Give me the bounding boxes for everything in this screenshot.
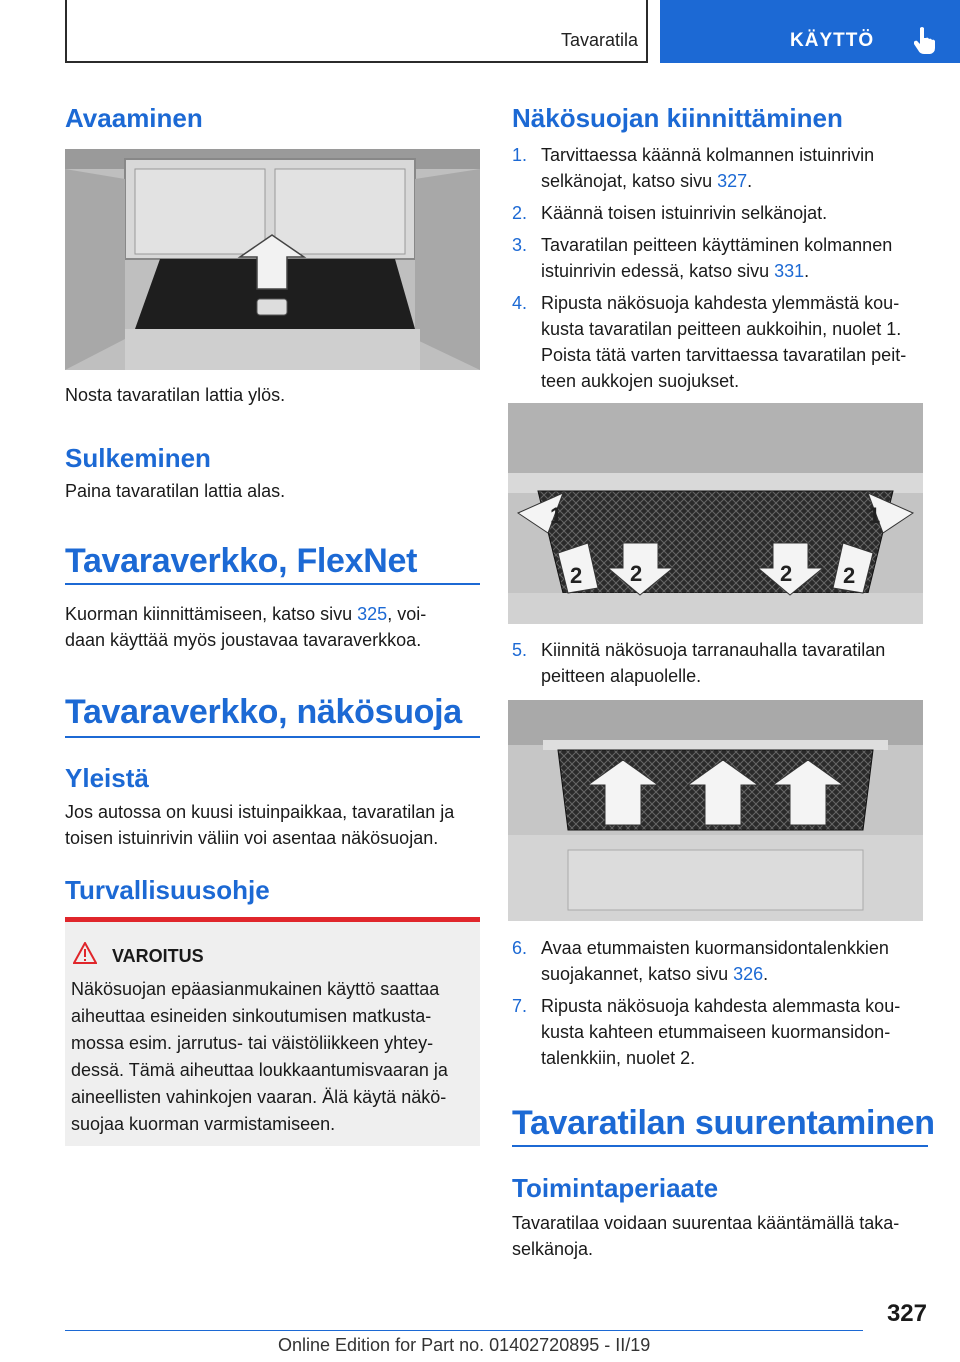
hand-pointer-icon bbox=[914, 26, 940, 54]
photo-net-upper-hooks bbox=[508, 403, 923, 624]
page-link-331[interactable]: 331 bbox=[774, 261, 805, 281]
section-title: Tavaratila bbox=[560, 30, 638, 50]
warning-triangle-icon bbox=[73, 942, 97, 964]
photo-label: 2 bbox=[630, 561, 643, 586]
text-yleista-1: Jos autossa on kuusi istuinpaikkaa, tavaratilan ja bbox=[65, 802, 455, 822]
heading-kiinnittaminen: Näkösuojan kiinnittäminen bbox=[512, 103, 843, 133]
page-link-325[interactable]: 325 bbox=[357, 604, 388, 624]
photo-label: 1 bbox=[550, 503, 563, 528]
heading-suurentaminen: Tavaratilan suurentaminen bbox=[512, 1104, 935, 1142]
photo-net-velcro bbox=[508, 700, 923, 921]
heading-sulkeminen: Sulkeminen bbox=[65, 443, 211, 473]
text-flexnet-1: Kuorman kiinnittämiseen, katso sivu 325, voi- bbox=[65, 604, 427, 624]
heading-flexnet: Tavaraverkko, FlexNet bbox=[65, 542, 418, 580]
text-toiminta-2: selkänoja. bbox=[512, 1239, 594, 1259]
heading-nakosuoja: Tavaraverkko, näkösuoja bbox=[65, 693, 462, 731]
warning-text bbox=[71, 976, 471, 1138]
footer-edition: Online Edition for Part no. 01402720895 - II/19 bbox=[278, 1335, 651, 1355]
warning-line: Näkösuojan epäasianmukainen käyttö saattaa bbox=[71, 979, 440, 999]
tab-label: KÄYTTÖ bbox=[790, 30, 875, 51]
warning-line: aiheuttaa esineiden sinkoutumisen matkusta- bbox=[71, 1006, 432, 1026]
heading-yleista: Yleistä bbox=[65, 763, 149, 793]
warning-line: mossa esim. jarrutus- tai väistöliikkeen yhtey- bbox=[71, 1033, 434, 1053]
page-number: 327 bbox=[886, 1300, 927, 1327]
heading-rule bbox=[512, 1145, 928, 1147]
page-link-326[interactable]: 326 bbox=[733, 964, 764, 984]
text-flexnet-2: daan käyttää myös joustavaa tavaraverkkoa. bbox=[65, 630, 422, 650]
warning-line: aineellisten vahinkojen vaaran. Älä käytä näkö- bbox=[71, 1087, 447, 1107]
warning-line: dessä. Tämä aiheuttaa loukkaantumisvaaran ja bbox=[71, 1060, 448, 1080]
heading-rule bbox=[65, 583, 480, 585]
photo-label: 2 bbox=[570, 563, 583, 588]
text-avaaminen: Nosta tavaratilan lattia ylös. bbox=[65, 385, 286, 405]
text-sulkeminen: Paina tavaratilan lattia alas. bbox=[65, 481, 286, 501]
footer-rule bbox=[65, 1330, 863, 1331]
warning-title: VAROITUS bbox=[112, 946, 204, 966]
page-link-327[interactable]: 327 bbox=[717, 171, 748, 191]
photo-label: 2 bbox=[780, 561, 793, 586]
photo-label: 2 bbox=[843, 563, 856, 588]
heading-turvallisuusohje: Turvallisuusohje bbox=[65, 875, 270, 905]
text-toiminta-1: Tavaratilaa voidaan suurentaa kääntämällä taka- bbox=[512, 1213, 900, 1233]
photo-label: 1 bbox=[868, 503, 881, 528]
tab-kaytto[interactable] bbox=[660, 0, 960, 63]
text-yleista-2: toisen istuinrivin väliin voi asentaa näkösuojan. bbox=[65, 828, 439, 848]
photo-cargo-floor bbox=[65, 149, 480, 370]
heading-avaaminen: Avaaminen bbox=[65, 103, 203, 133]
warning-line: suojaa kuorman varmistamiseen. bbox=[71, 1114, 336, 1134]
heading-rule bbox=[65, 736, 480, 738]
heading-toimintaperiaate: Toimintaperiaate bbox=[512, 1173, 719, 1203]
